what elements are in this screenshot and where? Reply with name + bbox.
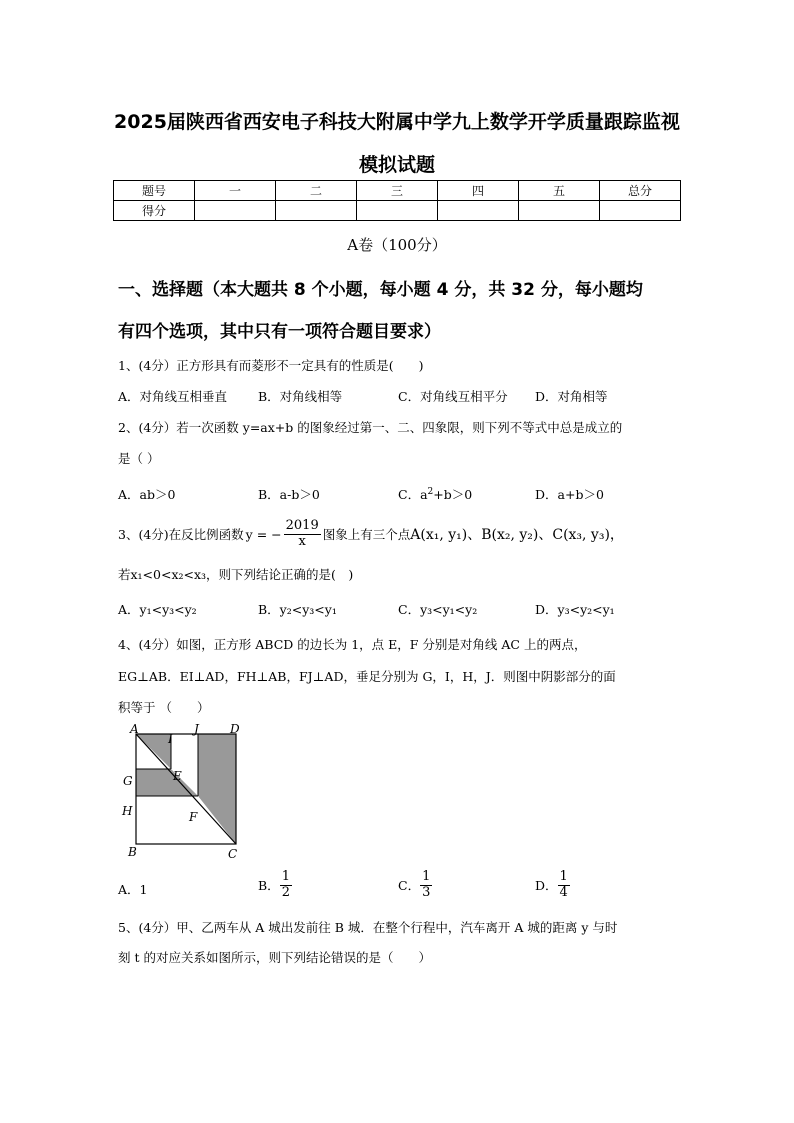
q2-option-d[interactable]: D．a+b＞0 (535, 487, 604, 502)
score-header-cell: 四 (438, 181, 519, 201)
score-input-cell[interactable] (600, 201, 681, 221)
label-f: F (189, 810, 198, 824)
score-row-label: 得分 (114, 201, 195, 221)
score-header-cell: 总分 (600, 181, 681, 201)
q3-points: A(x₁, y₁)、B(x₂, y₂)、C(x₃, y₃)， (410, 527, 624, 543)
score-header-cell: 五 (519, 181, 600, 201)
label-c: C (228, 847, 238, 861)
q3-stem (118, 515, 624, 553)
shaded-region-right (198, 734, 236, 844)
score-input-cell[interactable] (195, 201, 276, 221)
q4-square-figure (118, 722, 248, 864)
q4-option-b-fraction (280, 870, 292, 901)
q1-option-d[interactable]: D．对角相等 (535, 389, 608, 404)
score-table-score-row (114, 201, 681, 221)
q3-option-c[interactable]: C．y₃<y₁<y₂ (398, 602, 478, 617)
label-h: H (122, 804, 133, 818)
q2-stem-line1: 2、(4分）若一次函数 y=ax+b 的图象经过第一、二、四象限，则下列不等式中总是成立的 (118, 420, 623, 435)
q2-option-c-exponent: 2 (427, 486, 434, 497)
q4-option-c[interactable] (398, 870, 432, 901)
q2-option-b[interactable]: B．a-b＞0 (258, 487, 320, 502)
q3-option-d[interactable]: D．y₃<y₂<y₁ (535, 602, 615, 617)
paper-a-heading: A卷（100分） (347, 236, 447, 254)
section1-heading-line1: 一、选择题（本大题共 8 个小题，每小题 4 分，共 32 分，每小题均 (118, 280, 643, 300)
score-header-cell: 一 (195, 181, 276, 201)
score-input-cell[interactable] (519, 201, 600, 221)
q2-option-a[interactable]: A．ab＞0 (118, 487, 176, 502)
q4-stem-line2: EG⊥AB．EI⊥AD，FH⊥AB，FJ⊥AD，垂足分别为 G，I，H，J．则图中阴影部分的面 (118, 669, 616, 684)
score-input-cell[interactable] (357, 201, 438, 221)
q4-option-a[interactable]: A．1 (118, 882, 148, 897)
score-input-cell[interactable] (276, 201, 357, 221)
q2-option-c-rest: +b＞0 (433, 487, 473, 502)
section1-heading-line2: 有四个选项，其中只有一项符合题目要求） (118, 322, 441, 342)
q3-fraction (284, 519, 321, 550)
fraction-denominator: 2 (281, 884, 290, 900)
q1-option-b[interactable]: B．对角线相等 (258, 389, 343, 404)
label-b: B (128, 845, 137, 859)
score-table (113, 180, 681, 221)
label-e: E (173, 769, 182, 783)
q3-fraction-denominator: x (298, 533, 306, 549)
q4-stem-line1: 4、(4分）如图，正方形 ABCD 的边长为 1，点 E，F 分别是对角线 AC 上的两点， (118, 637, 587, 652)
q4-option-b-label: B． (258, 878, 280, 894)
q3-function-lhs: y = − (245, 526, 282, 542)
label-j: J (194, 722, 199, 736)
exam-title-line2: 模拟试题 (358, 154, 435, 176)
score-input-cell[interactable] (438, 201, 519, 221)
q2-stem-line2: 是（ ） (118, 451, 160, 466)
exam-title-line1: 2025届陕西省西安电子科技大附属中学九上数学开学质量跟踪监视 (114, 111, 680, 133)
q4-option-d-label: D． (535, 878, 558, 894)
q3-condition: 若x₁<0<x₂<x₃，则下列结论正确的是( ) (118, 567, 354, 582)
q1-stem: 1、(4分）正方形具有而菱形不一定具有的性质是( ) (118, 358, 424, 373)
label-a: A (130, 722, 139, 736)
q4-option-b[interactable] (258, 870, 292, 901)
q2-option-c[interactable] (398, 485, 472, 503)
fraction-numerator: 1 (422, 869, 431, 884)
label-i: I (168, 732, 173, 746)
q4-stem-line3: 积等于 （ ） (118, 700, 210, 715)
q3-option-b[interactable]: B．y₂<y₃<y₁ (258, 602, 337, 617)
score-header-cell: 题号 (114, 181, 195, 201)
score-header-cell: 二 (276, 181, 357, 201)
q5-stem-line2: 刻 t 的对应关系如图所示，则下列结论错误的是（ ） (118, 950, 431, 965)
score-header-cell: 三 (357, 181, 438, 201)
label-d: D (230, 722, 240, 736)
q3-option-a[interactable]: A．y₁<y₃<y₂ (118, 602, 197, 617)
q3-fraction-numerator: 2019 (285, 517, 319, 533)
score-table-header-row (114, 181, 681, 201)
fraction-numerator: 1 (281, 869, 290, 884)
fraction-denominator: 4 (559, 884, 568, 900)
q3-stem-prefix: 3、(4分)在反比例函数 (118, 527, 244, 542)
q2-option-c-base: C．a (398, 487, 428, 502)
label-g: G (123, 774, 133, 788)
fraction-numerator: 1 (559, 869, 568, 884)
q5-stem-line1: 5、(4分）甲、乙两车从 A 城出发前往 B 城．在整个行程中，汽车离开 A 城的距离 y 与时 (118, 920, 618, 935)
q4-option-d-fraction (558, 870, 570, 901)
fraction-denominator: 3 (422, 884, 431, 900)
q4-option-d[interactable] (535, 870, 570, 901)
q1-option-c[interactable]: C．对角线互相平分 (398, 389, 508, 404)
q4-option-c-fraction (420, 870, 432, 901)
q4-option-c-label: C． (398, 878, 421, 894)
q1-option-a[interactable]: A．对角线互相垂直 (118, 389, 228, 404)
q3-stem-middle: 图象上有三个点 (322, 527, 411, 542)
